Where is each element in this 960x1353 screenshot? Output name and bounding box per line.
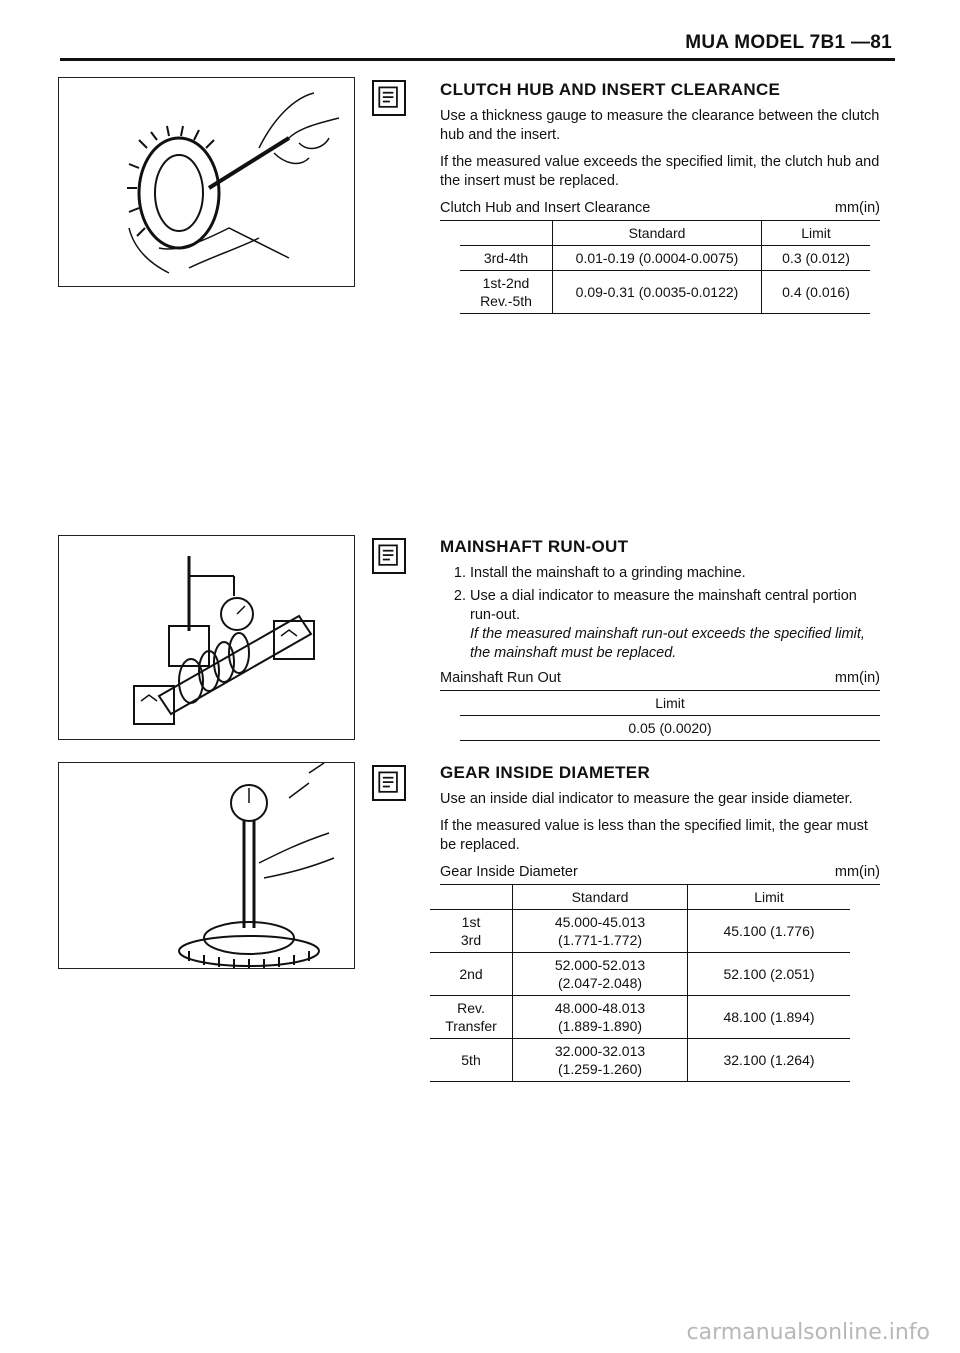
table-cell: 52.100 (2.051) (688, 953, 851, 996)
table-cell: 5th (430, 1039, 513, 1082)
figure-mainshaft-runout (58, 535, 355, 740)
list-item (470, 564, 880, 583)
table-cell: 32.100 (1.264) (688, 1039, 851, 1082)
table-cell: Limit (460, 691, 880, 716)
paragraph: If the measured value is less than the specified limit, the gear must be replaced. (440, 818, 868, 853)
table-cell: Rev. Transfer (430, 996, 513, 1039)
table-cell: 0.09-0.31 (0.0035-0.0122) (553, 271, 762, 314)
table-cell (430, 885, 513, 910)
clutch-clearance-table (460, 221, 870, 314)
table-cell: 45.000-45.013 (1.771-1.772) (513, 910, 688, 953)
table-caption (440, 863, 880, 885)
table-row (430, 1039, 850, 1082)
table-cell: Standard (553, 221, 762, 246)
repair-manual-icon (372, 538, 406, 574)
mainshaft-limit-table (460, 691, 880, 741)
table-cell: 0.4 (0.016) (762, 271, 871, 314)
steps-list (440, 564, 880, 663)
table-cell: 1st 3rd (430, 910, 513, 953)
table-row (430, 910, 850, 953)
section-clutch-hub (440, 80, 880, 314)
section-title: MAINSHAFT RUN-OUT (440, 537, 629, 556)
paragraph: Use an inside dial indicator to measure the gear inside diameter. (440, 791, 853, 807)
caption-text: Gear Inside Diameter (440, 864, 578, 880)
table-row (460, 716, 880, 741)
section-gear-inside-diameter (440, 763, 880, 1082)
table-cell: 0.3 (0.012) (762, 246, 871, 271)
table-cell: 48.100 (1.894) (688, 996, 851, 1039)
table-cell: 0.01-0.19 (0.0004-0.0075) (553, 246, 762, 271)
repair-manual-icon (372, 765, 406, 801)
table-cell: Limit (688, 885, 851, 910)
table-row (430, 953, 850, 996)
caption-text: Mainshaft Run Out (440, 670, 561, 686)
table-row (430, 996, 850, 1039)
table-row (460, 271, 870, 314)
table-cell: 32.000-32.013 (1.259-1.260) (513, 1039, 688, 1082)
unit-text: mm(in) (834, 200, 880, 216)
table-caption (440, 199, 880, 221)
figure-gear-inside-diameter (58, 762, 355, 969)
header-rule (60, 58, 895, 61)
repair-manual-icon (372, 80, 406, 116)
table-header-row (460, 691, 880, 716)
table-cell: 48.000-48.013 (1.889-1.890) (513, 996, 688, 1039)
paragraph: If the measured value exceeds the specified limit, the clutch hub and the insert must be replaced. (440, 154, 880, 189)
table-cell: 45.100 (1.776) (688, 910, 851, 953)
table-cell: 2nd (430, 953, 513, 996)
step-text: Use a dial indicator to measure the mainshaft central portion run-out. (470, 588, 857, 623)
step-text: Install the mainshaft to a grinding machine. (470, 565, 746, 581)
figure-thickness-gauge (58, 77, 355, 287)
table-cell: 0.05 (0.0020) (460, 716, 880, 741)
table-cell (460, 221, 553, 246)
table-header-row (430, 885, 850, 910)
page-header: MUA MODEL 7B1 —81 (685, 32, 892, 53)
section-title: GEAR INSIDE DIAMETER (440, 763, 651, 782)
table-cell: 1st-2nd Rev.-5th (460, 271, 553, 314)
unit-text: mm(in) (834, 670, 880, 686)
table-header-row (460, 221, 870, 246)
unit-text: mm(in) (834, 864, 880, 880)
list-item (470, 587, 880, 663)
step-note: If the measured mainshaft run-out exceeds the specified limit, the mainshaft must be replaced. (470, 626, 865, 661)
paragraph: Use a thickness gauge to measure the clearance between the clutch hub and the insert. (440, 108, 880, 143)
table-cell: 3rd-4th (460, 246, 553, 271)
section-mainshaft-runout (440, 537, 880, 741)
table-cell: Limit (762, 221, 871, 246)
gear-diameter-table (430, 885, 850, 1082)
section-title: CLUTCH HUB AND INSERT CLEARANCE (440, 80, 781, 99)
watermark: carmanualsonline.info (686, 1320, 930, 1345)
table-cell: Standard (513, 885, 688, 910)
caption-text: Clutch Hub and Insert Clearance (440, 200, 651, 216)
table-row (460, 246, 870, 271)
table-cell: 52.000-52.013 (2.047-2.048) (513, 953, 688, 996)
table-caption (440, 669, 880, 691)
